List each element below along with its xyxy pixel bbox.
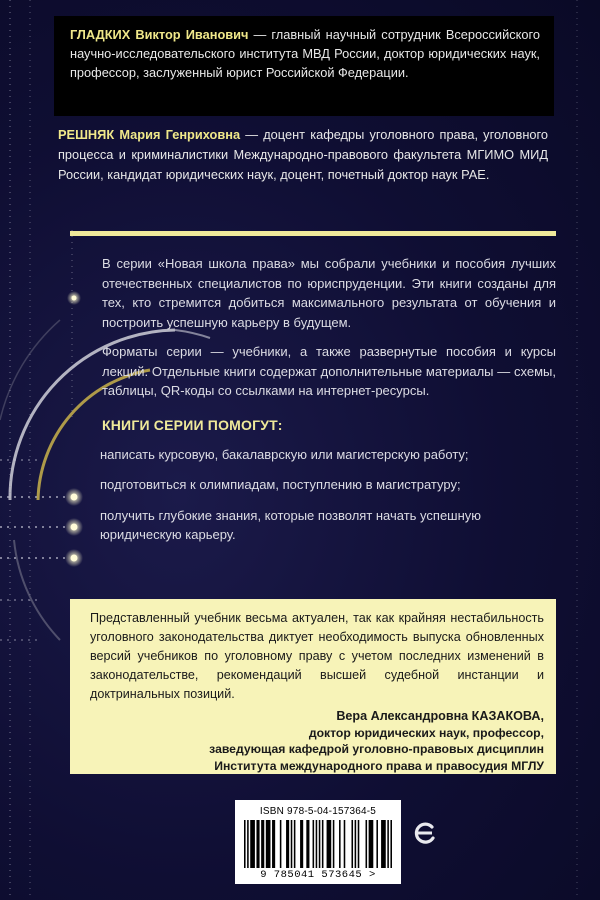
accent-divider [70,231,556,236]
barcode-bar [381,820,386,868]
barcode-bar [369,820,374,868]
barcode-bar [300,820,303,868]
barcode-bar [286,820,289,868]
barcode-bar [291,820,293,868]
barcode-bar [247,820,249,868]
author-name-1: ГЛАДКИХ Виктор Иванович [70,27,249,42]
barcode-bar [387,820,389,868]
reviewer-name: Вера Александровна КАЗАКОВА, [336,709,544,723]
barcode-digits: 9 785041 573645 > [260,869,376,881]
barcode-bar [355,820,357,868]
barcode-bar [366,820,368,868]
barcode-bar [327,820,332,868]
barcode-bar [351,820,353,868]
barcode-bar [306,820,309,868]
series-bullet-2: подготовиться к олимпиадам, поступлению в магистратуру; [100,477,461,492]
author-bio-1: — главный научный сотрудник Всероссийского научно-исследовательского института МВД России, доктор юридических наук, профессор, заслуженный юрист Российской Федерации. [70,27,540,80]
barcode-bar [344,820,346,868]
series-helps-heading: КНИГИ СЕРИИ ПОМОГУТ: [102,416,283,433]
barcode-bar [390,820,392,868]
barcode-bar [316,820,318,868]
barcode-bar [294,820,296,868]
barcode-bar [313,820,315,868]
barcode-bar [261,820,264,868]
barcode-bar [244,820,246,868]
series-bullet-3: получить глубокие знания, которые позволят начать успешную юридическую карьеру. [100,507,482,542]
barcode-bar [333,820,335,868]
eksmo-e-logo-icon [412,818,438,848]
reviewer-title-1: доктор юридических наук, профессор, [308,725,544,740]
isbn-barcode-box [235,800,401,884]
author-bio-2: — доцент кафедры уголовного права, уголовного процесса и криминалистики Международно-правового факультета МГИМО МИД России, кандидат юридических наук, доцент, почетный доктор наук РАЕ. [58,127,549,182]
barcode-bar [322,820,324,868]
barcode-bar [280,820,282,868]
barcode-bar [358,820,360,868]
series-section [70,231,558,556]
series-paragraph-1: В серии «Новая школа права» мы собрали учебники и пособия лучших отечественных специалистов по юриспруденции. Эти книги созданы для тех, кто стремится добиться максимального результата от обучения и построить успешную карьеру в будущем. [102,256,556,330]
author-name-2: РЕШНЯК Мария Генриховна [58,127,241,142]
review-text: Представленный учебник весьма актуален, так как крайняя нестабильность уголовного законодательства диктует необходимость выпуска обновленных версий учебников по уголовному праву с учетом последних изменений в законодательстве, рекомендаций высшей судебной инстанции и доктринальных позиций. [90,611,544,701]
series-paragraph-2: Форматы серии — учебники, а также развернутые пособия и курсы лекций. Отдельные книги содержат дополнительные материалы — схемы, таблицы, QR-коды со ссылками на интернет-ресурсы. [102,344,556,398]
author-block-2 [58,125,548,185]
reviewer-title-3: Института международного права и правосудия МГЛУ [214,758,544,773]
barcode-image [244,820,392,868]
reviewer-title-2: заведующая кафедрой уголовно-правовых дисциплин [209,742,544,756]
barcode-bar [339,820,341,868]
isbn-label: ISBN 978-5-04-157364-5 [259,806,377,817]
barcode-bar [319,820,321,868]
barcode-bar [272,820,275,868]
barcode-bar [266,820,271,868]
barcode-bar [256,820,259,868]
review-signature [90,708,544,774]
barcode-bar [376,820,378,868]
review-box [70,599,556,774]
author-block-1 [54,16,554,116]
barcode-bar [250,820,255,868]
series-bullet-1: написать курсовую, бакалаврскую или магистерскую работу; [100,446,469,462]
